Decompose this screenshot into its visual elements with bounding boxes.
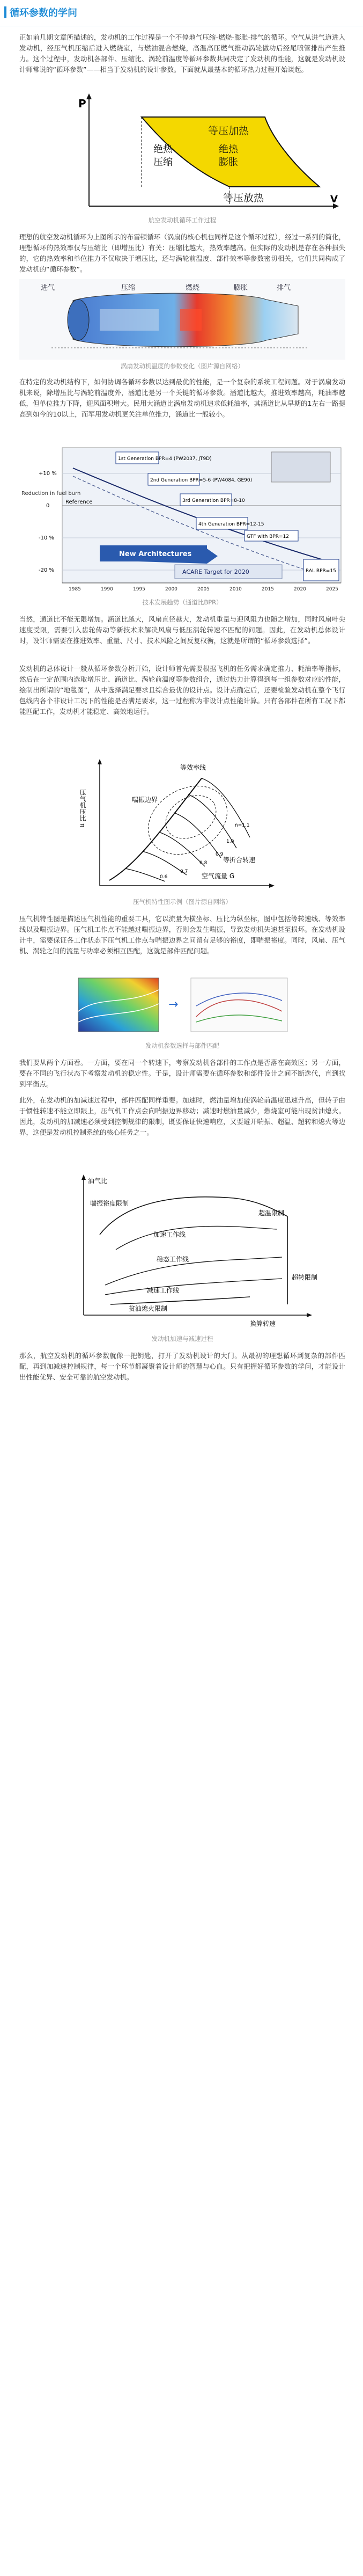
speed-0-6: 0.6	[160, 874, 168, 880]
stage-exhaust-label: 排气	[277, 284, 291, 292]
adiabatic-compression-label-2: 压缩	[153, 157, 173, 168]
paragraph-bypass-ratio: 在特定的发动机结构下，如何协调各循环参数以达到最优的性能，是一个复杂的系统工程问题。对于涡扇发动机来说，除增压比与涡轮前温度外，涵道比是另一个关键的循环参数。涵道比越大，推进效率越高，耗油率越低，但单位推力下降，迎风面积增大。民用大涵道比涡扇发动机追求低耗油率，其涵道比从早期的1左右一路提高到如今的10以上，而军用发动机更关注单位推力，涵道比一般较小。	[19, 378, 345, 418]
paragraph-intro: 正如前几期文章所描述的，发动机的工作过程是一个不停地气压缩-燃烧-膨胀-排气的循环。空气从进气道进入发动机，经压气机压缩后进入燃烧室，与燃油混合燃烧，高温高压燃气推动涡轮做功后经尾喷管排出产生推力。这个过程中，发动机各部件、压缩比、涡轮前温度等循环参数共同决定了发动机的性能，这就是发动机设计师常说的“循环参数”——相当于发动机的设计参数。下面就从最基本的循环热力过程开始谈起。	[19, 33, 345, 74]
compressor-x-label: 空气流量 G	[202, 872, 235, 880]
title-accent-bar	[4, 6, 6, 18]
axis-p-label: P	[78, 97, 86, 110]
y-tick-1: +10 %	[39, 471, 57, 477]
y-tick-4: -20 %	[39, 567, 55, 573]
paragraph-two-aspects: 我们要从两个方面看。一方面，要在同一个转速下，考察发动机各部件的工作点是否落在高效区；另一方面，要在不同的飞行状态下考察发动机的稳定性。于是，设计师需要在循环参数和部件设计之间不断迭代，直到找到平衡点。	[19, 1059, 345, 1088]
surge-line-label: 喘振边界	[132, 796, 158, 804]
surge-limit-label: 喘振裕度限制	[90, 1200, 129, 1207]
article-header	[0, 0, 363, 26]
speed-0-9: 0.9	[216, 852, 224, 857]
figure2-caption: 涡扇发动机温度的参数变化（图片源自网络）	[121, 362, 244, 370]
paragraph-accel-decel: 此外，在发动机的加减速过程中，部件匹配同样重要。加速时，燃油量增加使涡轮前温度迅速升高，但转子由于惯性转速不能立即跟上，压气机工作点会向喘振边界移动；减速时燃油量减少，燃烧室可能出现贫油熄火。因此，发动机的加减速必须受到控制规律的限制，既要保证快速响应，又要避开喘振、超温、超转和熄火等边界，这便是发动机控制系统的核心任务之一。	[19, 1096, 345, 1136]
isobaric-heating-label: 等压加热	[208, 125, 249, 137]
speed-1-0: 1.0	[226, 839, 234, 844]
x-tick-1985: 1985	[69, 587, 81, 592]
compressor-map-figure	[19, 757, 345, 895]
speed-0-8: 0.8	[199, 860, 208, 866]
adiabatic-expansion-label-1: 绝热	[219, 144, 238, 155]
stage-inlet-label: 进气	[41, 284, 55, 292]
steady-line-label: 稳态工作线	[157, 1256, 189, 1263]
flameout-limit-label: 贫油熄火限制	[129, 1305, 168, 1312]
speed-line-label: 等折合转速	[223, 856, 256, 864]
overtemp-limit-label: 超温限制	[258, 1209, 285, 1217]
x-tick-2010: 2010	[229, 587, 242, 592]
stage-compress-label: 压缩	[121, 284, 136, 292]
article-title: 循环参数的学问	[10, 8, 77, 19]
x-tick-2000: 2000	[165, 587, 177, 592]
paragraph-bpr-limits: 当然，通道比不能无限增加。涵道比越大，风扇直径越大，发动机重量与迎风阻力也随之增加，同时风扇叶尖速度受限，需要引入齿轮传动等新技术来解决风扇与低压涡轮转速不匹配的问题。因此，在发动机总体设计时，设计师需要在推进效率、重量、尺寸、技术风险之间反复权衡，这就是所谓的“循环参数选择”。	[19, 615, 345, 645]
fuel-air-ratio-label: 油气比	[88, 1177, 108, 1185]
x-tick-1990: 1990	[101, 587, 113, 592]
figure6-caption: 发动机加速与减速过程	[151, 1335, 213, 1342]
gtf-label: GTF with BPR=12	[247, 534, 289, 539]
bpr-trend-figure	[19, 436, 345, 596]
figure5-caption: 发动机参数选择与部件匹配	[145, 1042, 219, 1049]
figure4-caption: 压气机特性图示例（图片源自网络）	[133, 898, 232, 906]
paragraph-conclusion: 那么，航空发动机的循环参数就像一把钥匙，打开了发动机设计的大门。从最初的理想循环到复杂的部件匹配，再到加减速控制规律，每一个环节都凝聚着设计师的智慧与心血。只有把握好循环参数的学问，才能设计出性能优异、安全可靠的航空发动机。	[19, 1352, 345, 1381]
gen3-label: 3rd Generation BPR=8-10	[182, 498, 245, 503]
parameter-matching-figure	[19, 974, 345, 1038]
x-tick-2015: 2015	[262, 587, 274, 592]
corrected-speed-label: 换算转速	[250, 1320, 276, 1327]
decel-line-label: 减速工作线	[147, 1287, 180, 1294]
adiabatic-expansion-label-2: 膨胀	[219, 157, 238, 168]
figure5-arrow: →	[168, 998, 179, 1011]
reference-label: Reference	[65, 499, 93, 505]
adiabatic-compression-label-1: 绝热	[153, 144, 173, 155]
gen4-label: 4th Generation BPR=12-15	[198, 522, 264, 527]
stage-burn-label: 燃烧	[186, 284, 200, 292]
speed-0-7: 0.7	[180, 869, 188, 874]
y-axis-title: Reduction in fuel burn	[21, 491, 81, 497]
pv-cycle-figure	[19, 92, 345, 215]
paragraph-brayton: 理想的航空发动机循环为上图所示的布雷顿循环（涡扇的核心机也同样是这个循环过程），经过一系列的简化，理想循环的热效率仅与压缩比（即增压比）有关：压缩比越大，热效率越高。但实际的发动机是存在各种损失的，它的热效率和单位推力不仅取决于增压比，还与涡轮前温度、部件效率等参数密切相关，它们共同构成了发动机的“循环参数”。	[19, 233, 345, 273]
axis-v-label: V	[330, 194, 338, 205]
turbofan-temperature-figure	[19, 279, 345, 360]
paragraph-design-process: 发动机的总体设计一般从循环参数分析开始，设计师首先需要根据飞机的任务需求确定推力、耗油率等指标，然后在一定范围内选取增压比、涵道比、涡轮前温度等参数组合，通过热力计算得到每一组参数对应的性能，绘制出所谓的“地毯图”，从中选择满足要求且综合最优的设计点。设计点确定后，还要检验发动机在整个飞行包线内各个非设计工况下的性能是否满足要求，这一过程称为非设计点性能计算。只有各部件在所有工况下都能匹配工作，发动机才能稳定、高效地运行。	[19, 665, 345, 716]
speed-1-1: n̄=1.1	[235, 823, 250, 828]
gen2-label: 2nd Generation BPR=5-6 (PW4084, GE90)	[150, 478, 253, 483]
figure3-caption: 技术发展趋势（通道比BPR）	[142, 599, 223, 606]
accel-decel-figure	[19, 1170, 345, 1331]
new-architectures-banner: New Architectures	[119, 550, 192, 558]
ral-label: RAL BPR=15	[306, 568, 336, 574]
compressor-y-label: 压气机压比 π	[79, 789, 86, 828]
x-tick-2020: 2020	[294, 587, 306, 592]
isobaric-release-label: 等压放热	[223, 192, 264, 204]
efficiency-line-label: 等效率线	[180, 764, 206, 771]
overspeed-limit-label: 超转限制	[292, 1274, 318, 1281]
stage-expand-label: 膨胀	[234, 284, 248, 292]
y-tick-3: -10 %	[39, 535, 55, 541]
figure1-caption: 航空发动机循环工作过程	[148, 216, 217, 224]
y-tick-2: 0	[46, 503, 50, 509]
acare-target-label: ACARE Target for 2020	[182, 568, 249, 575]
accel-line-label: 加速工作线	[153, 1231, 186, 1238]
x-tick-2005: 2005	[197, 587, 210, 592]
gen1-label: 1st Generation BPR=4 (PW2037, JT9D)	[118, 456, 212, 462]
paragraph-compressor-map: 压气机特性图是描述压气机性能的重要工具，它以流量为横坐标、压比为纵坐标，图中包括等转速线、等效率线以及喘振边界。压气机工作点不能越过喘振边界，否则会发生喘振，导致发动机失速甚至损坏。在发动机设计中，需要保证各工作状态下压气机工作点与喘振边界之间留有足够的裕度，即喘振裕度。同时，风扇、压气机、涡轮之间的流量与功率必须相互匹配，这就是部件匹配问题。	[19, 915, 345, 955]
x-tick-1995: 1995	[133, 587, 145, 592]
x-tick-2025: 2025	[326, 587, 338, 592]
